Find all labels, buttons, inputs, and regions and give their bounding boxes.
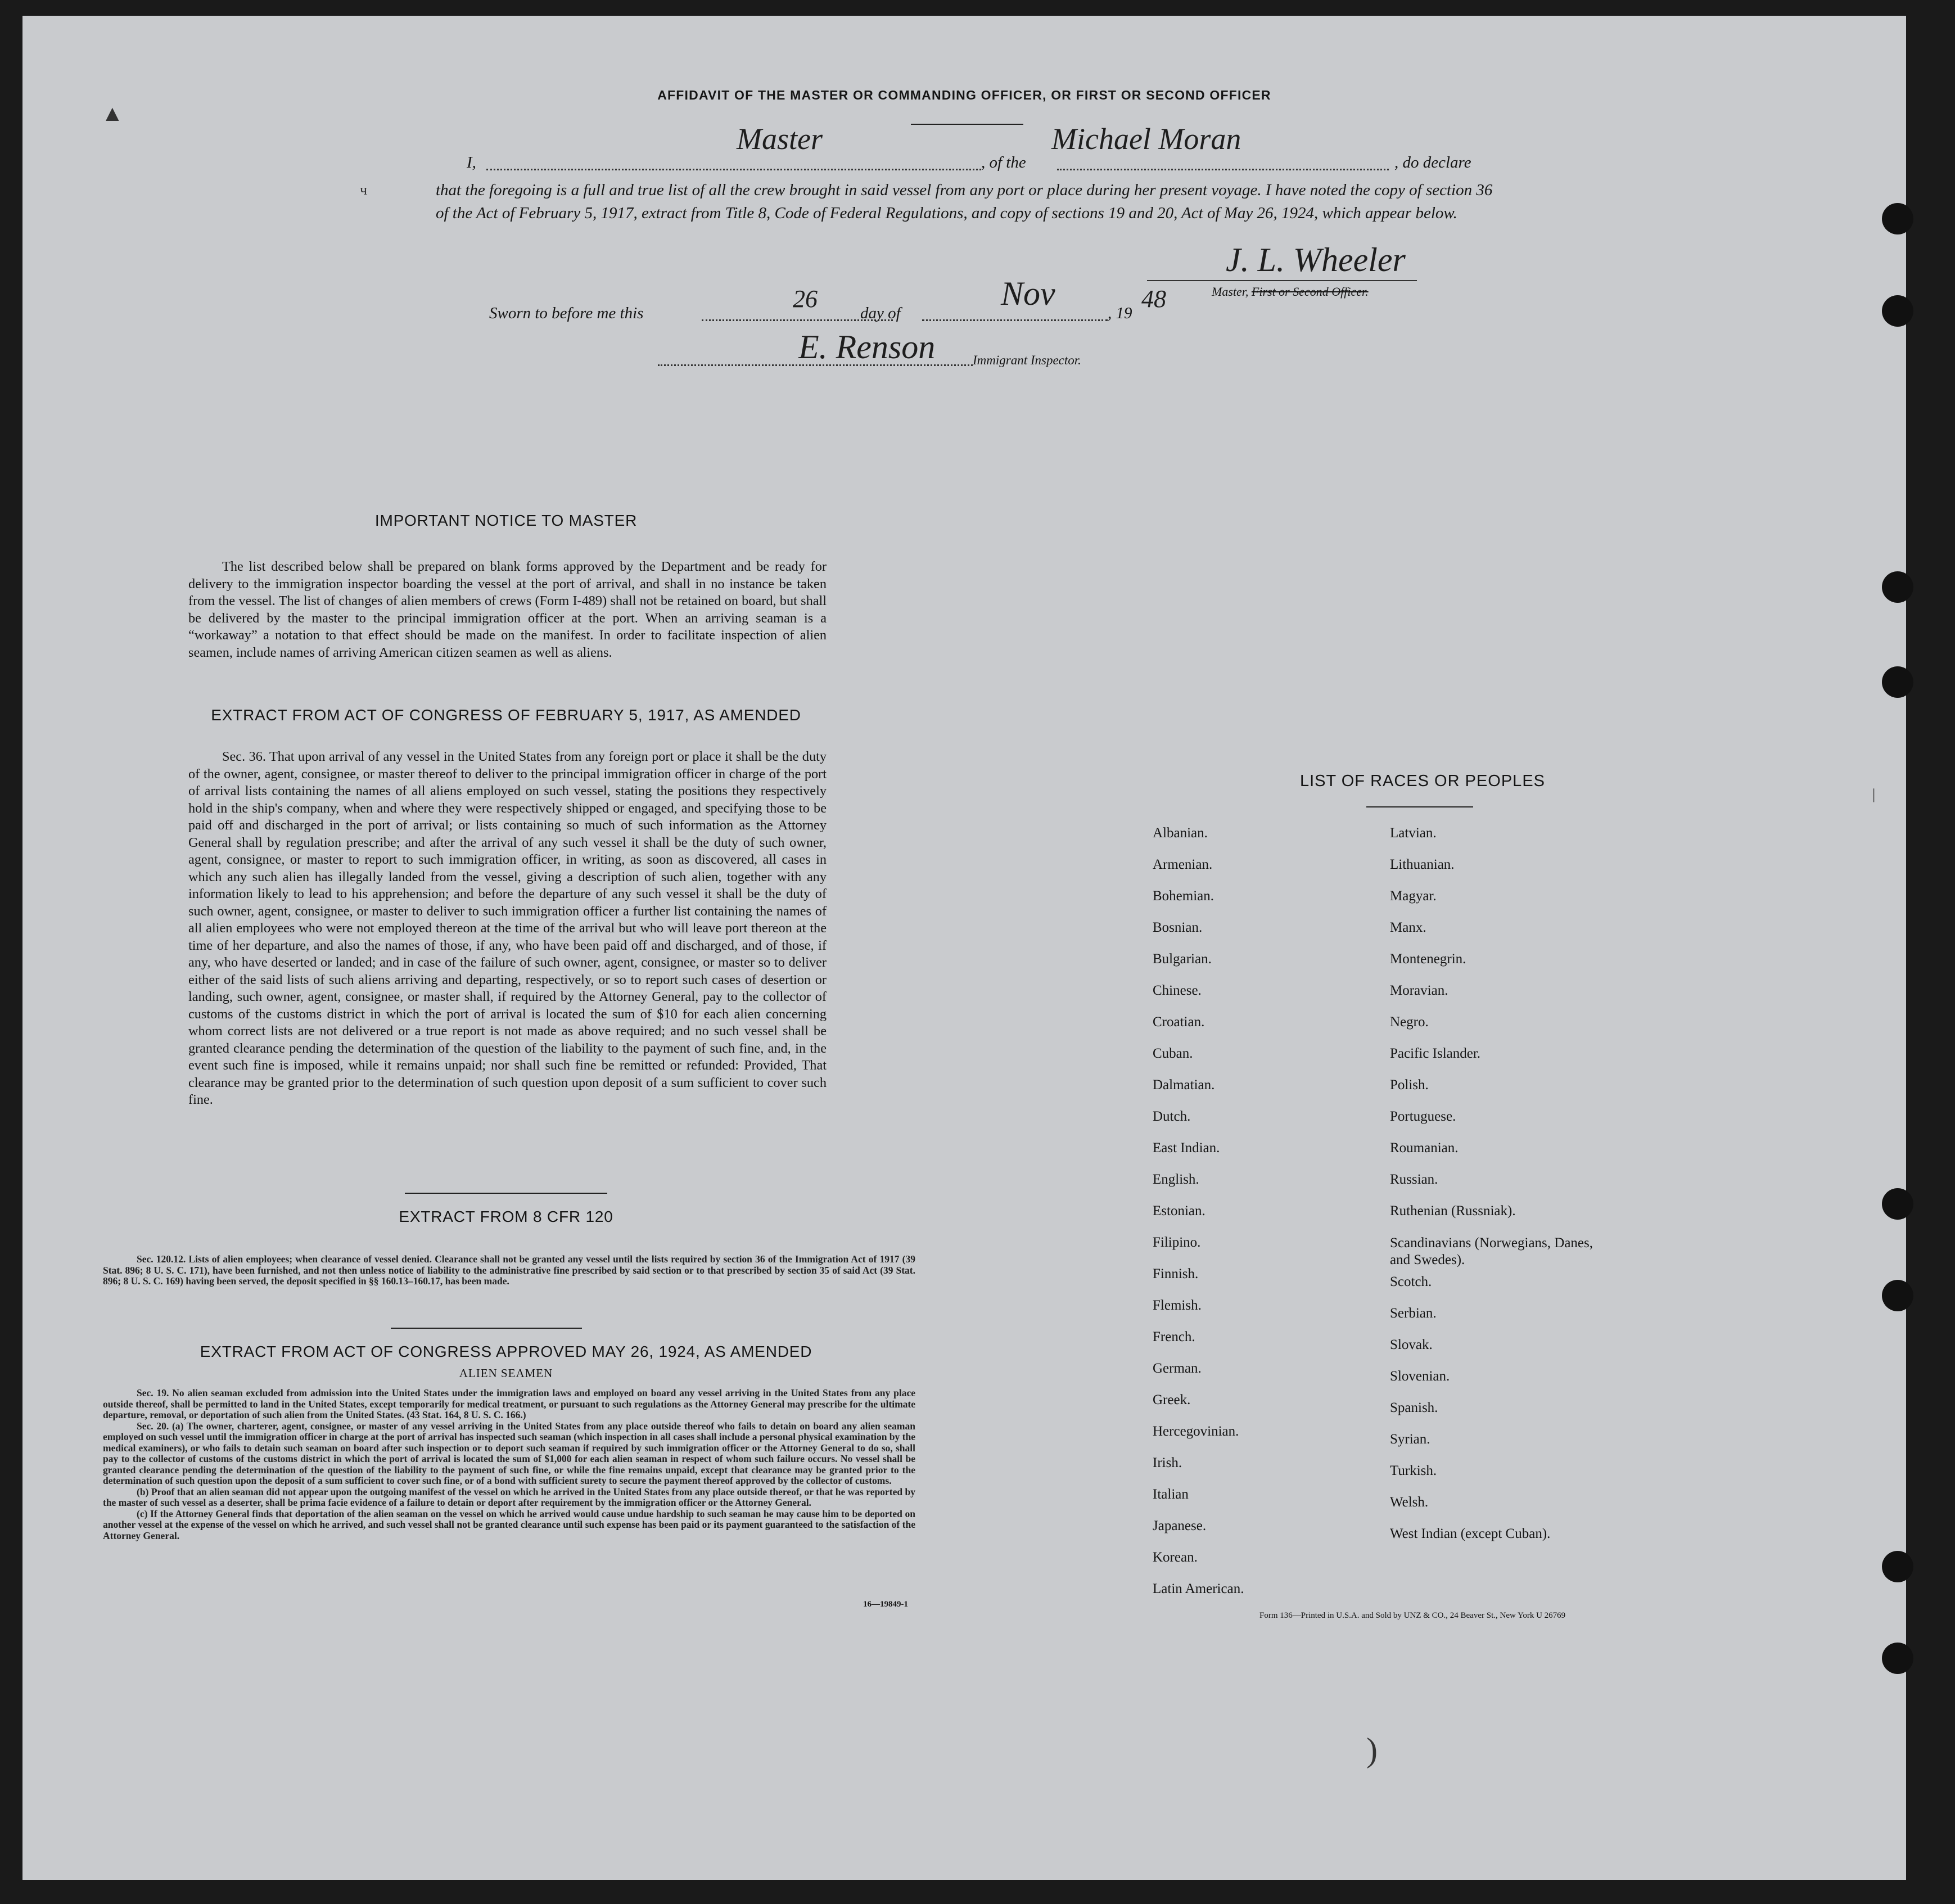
- sworn-year: 48: [1141, 285, 1166, 313]
- race-item: Flemish.: [1153, 1298, 1202, 1313]
- race-item: Bulgarian.: [1153, 951, 1212, 967]
- race-item: Spanish.: [1390, 1400, 1438, 1415]
- master-signature: J. L. Wheeler: [1226, 241, 1406, 278]
- form-footer: Form 136—Printed in U.S.A. and Sold by UNZ & CO., 24 Beaver St., New York U 26769: [1259, 1611, 1566, 1620]
- scan-mark: ч: [360, 182, 368, 198]
- race-item: Negro.: [1390, 1014, 1429, 1030]
- race-item: Magyar.: [1390, 888, 1437, 904]
- race-item: Lithuanian.: [1390, 857, 1455, 872]
- race-item: Cuban.: [1153, 1046, 1193, 1061]
- section-rule: [405, 1193, 607, 1194]
- race-item: English.: [1153, 1172, 1199, 1187]
- sworn-month: Nov: [1001, 275, 1055, 312]
- scan-mark: ): [1366, 1731, 1378, 1768]
- race-item: Japanese.: [1153, 1518, 1207, 1533]
- scan-mark: ▲: [101, 101, 124, 126]
- punch-hole: [1882, 1188, 1913, 1220]
- race-item: Albanian.: [1153, 825, 1208, 841]
- declaration-mid: , of the: [981, 154, 1026, 172]
- race-item: Filipino.: [1153, 1235, 1201, 1250]
- race-item: Latin American.: [1153, 1581, 1244, 1596]
- race-item: Slovak.: [1390, 1337, 1433, 1352]
- race-item: Armenian.: [1153, 857, 1213, 872]
- punch-hole: [1882, 1551, 1913, 1582]
- race-item: Bosnian.: [1153, 920, 1203, 935]
- punch-hole: [1882, 666, 1913, 698]
- race-item: Dalmatian.: [1153, 1077, 1215, 1093]
- race-item: Chinese.: [1153, 983, 1202, 998]
- race-item: Irish.: [1153, 1455, 1182, 1470]
- race-item: Korean.: [1153, 1550, 1198, 1565]
- race-item: Pacific Islander.: [1390, 1046, 1481, 1061]
- race-item: Italian: [1153, 1487, 1189, 1502]
- race-item: Greek.: [1153, 1392, 1191, 1407]
- race-item: Montenegrin.: [1390, 951, 1466, 967]
- extract-1917-body: Sec. 36. That upon arrival of any vessel in the United States from any foreign port or place it shall be the duty of the owner, agent, consignee, or master thereof to deliver to the principal immigration officer in charge of the port of arrival lists containing the names of all aliens employed on such vessel, stating the positions they respectively hold in the ship's company, when and where they were respectively shipped or engaged, and specifying those to be paid off and discharged in the port of arrival; or lists containing so much of such information as the Attorney General shall by regulation prescribe; and after the arrival of any such vessel it shall be the duty of such owner, agent, consignee, or master to report to such immigration officer, in writing, as soon as discovered, all cases in which any such alien has illegally landed from the vessel, giving a description of such alien, together with any information likely to lead to his apprehension; and before the departure of any such vessel it shall be the duty of such owner, agent, consignee, or master to deliver to such immigration officer a further list containing the names of all alien employees who were not employed thereon at the time of the arrival but who will leave port thereon at the time of her departure, and also the names of those, if any, who have been paid off and discharged, and of those, if any, who have deserted or landed; and in case of the failure of such owner, agent, consignee, or master so to deliver either of the said lists of such aliens arriving and departing, respectively, or so to report such cases of desertion or landing, such owner, agent, consignee, or master shall, if required by the Attorney General, pay to the collector of customs of the customs district in which the port of arrival is located the sum of $10 for each alien concerning whom correct lists are not delivered or a true report is not made as above required; and no such vessel shall be granted clearance pending the determination of the question of the liability to the payment of such fine, and, in the event such fine is imposed, while it remains unpaid; nor shall such fine be remitted or refunded: Provided, That clearance may be granted prior to the determination of such question upon deposit of a sum sufficient to cover such fine.: [188, 749, 827, 1107]
- race-item: Manx.: [1390, 920, 1426, 935]
- handwritten-rank: Master: [737, 122, 823, 156]
- punch-hole: [1882, 1643, 1913, 1674]
- sworn-day-label: day of: [860, 304, 901, 322]
- signer-title: Master, First or Second Officer.: [1212, 285, 1369, 299]
- race-item: Scotch.: [1390, 1274, 1432, 1289]
- race-item: Portuguese.: [1390, 1109, 1456, 1124]
- race-item: Syrian.: [1390, 1432, 1430, 1447]
- race-item: Finnish.: [1153, 1266, 1199, 1282]
- punch-hole: [1882, 571, 1913, 603]
- race-item: Roumanian.: [1390, 1140, 1459, 1156]
- cfr-body: Sec. 120.12. Lists of alien employees; when clearance of vessel denied. Clearance shall not be granted any vessel until the lists required by section 36 of the Immigration Act of 1917 (39 Stat. 896; 8 U. S. C. 171), have been furnished, and not then unless notice of liability to the administrative fine prescribed by said section or to that prescribed by section 35 of said Act (39 Stat. 896; 8 U. S. C. 169) having been served, the deposit specified in §§ 160.13–160.17, has been made.: [103, 1253, 915, 1287]
- race-item: Turkish.: [1390, 1463, 1437, 1478]
- section-rule: [391, 1328, 582, 1329]
- race-item: Dutch.: [1153, 1109, 1191, 1124]
- rank-blank: [486, 169, 981, 170]
- race-item: Croatian.: [1153, 1014, 1205, 1030]
- affidavit-heading: AFFIDAVIT OF THE MASTER OR COMMANDING OFFICER, OR FIRST OR SECOND OFFICER: [657, 88, 1271, 102]
- extract-1917-title: EXTRACT FROM ACT OF CONGRESS OF FEBRUARY 5, 1917, AS AMENDED: [211, 706, 801, 724]
- race-item: Ruthenian (Russniak).: [1390, 1203, 1516, 1219]
- race-item: Polish.: [1390, 1077, 1429, 1093]
- month-blank: [922, 319, 1108, 321]
- extract-1924-title: EXTRACT FROM ACT OF CONGRESS APPROVED MAY 26, 1924, AS AMENDED: [200, 1343, 812, 1360]
- sworn-day: 26: [793, 285, 818, 313]
- race-item: Serbian.: [1390, 1306, 1437, 1321]
- races-rule: [1366, 806, 1473, 807]
- race-item: Estonian.: [1153, 1203, 1205, 1219]
- races-title: LIST OF RACES OR PEOPLES: [1299, 772, 1546, 790]
- handwritten-vessel: Michael Moran: [1051, 122, 1241, 156]
- cfr-title: EXTRACT FROM 8 CFR 120: [399, 1208, 613, 1225]
- extract-1924-body: Sec. 19. No alien seaman excluded from admission into the United States under the immigration laws and employed on board any vessel arriving in the United States from any place outside thereof, shall be permitted to land in the United States, except temporarily for medical treatment, or pursuant to such regulations as the Attorney General may prescribe for the ultimate departure, removal, or deportation of such alien from the United States. (43 Stat. 164, 8 U. S. C. 166.) Sec. 20. (a) The owner, charterer, agent, consignee, or master of any vessel arriving in the United States from any place outside thereof who fails to detain on board any alien seaman employed on such vessel until the immigration officer in charge at the port of arrival has inspected such seaman (which inspection in all cases shall include a personal physical examination by the medical examiners), or who fails to detain such seaman on board after such inspection or to deport such seaman if required by such immigration officer or the Attorney General to do so, shall pay to the collector of customs of the customs district in which the port of arrival is located the sum of $1,000 for each alien seaman in respect of whom such failure occurs. No vessel shall be granted clearance pending the determination of the question of the liability to the payment of such fine, or while the fine remains unpaid, except that clearance may be granted prior to the determination of such question upon the deposit of a sum sufficient to cover such fine, or of a bond with sufficient surety to secure the payment thereof approved by the collector of customs. (b) Proof that an alien seaman did not appear upon the outgoing manifest of the vessel on which he arrived in the United States from any place outside thereof, or that he was reported by the master of such vessel as a deserter, shall be prima facie evidence of a failure to detain or deport after requirement by the immigration officer or the Attorney General. (c) If the Attorney General finds that deportation of the alien seaman on the vessel on which he arrived would cause undue hardship to such seaman he may cause him to be deported on another vessel at the expense of the vessel on which he arrived, and such vessel shall not be granted clearance until such expense has been paid or its payment guaranteed to the satisfaction of the Attorney General.: [103, 1387, 915, 1541]
- race-item: Slovenian.: [1390, 1369, 1450, 1384]
- sworn-year-prefix: , 19: [1108, 304, 1132, 322]
- race-item: Russian.: [1390, 1172, 1438, 1187]
- heading-rule: [911, 124, 1023, 125]
- inspector-signature: E. Renson: [798, 328, 936, 366]
- declaration-body: that the foregoing is a full and true list of all the crew brought in said vessel from any port or place during her present voyage. I have noted the copy of section 36 of the Act of February 5, 1917, extract from Title 8, Code of Federal Regulations, and copy of sections 19 and 20, Act of May 26, 1924, which appear below.: [436, 181, 1493, 222]
- master-signature-line: [1147, 280, 1417, 281]
- notice-title: IMPORTANT NOTICE TO MASTER: [374, 512, 638, 529]
- race-item: Scandinavians (Norwegians, Danes, and Swedes).: [1390, 1235, 1593, 1267]
- vessel-blank: [1057, 169, 1389, 170]
- race-item: Welsh.: [1390, 1495, 1429, 1510]
- document-sheet: [22, 16, 1906, 1880]
- race-item: West Indian (except Cuban).: [1390, 1526, 1551, 1541]
- race-item: German.: [1153, 1361, 1202, 1376]
- punch-hole: [1882, 203, 1913, 234]
- punch-hole: [1882, 295, 1913, 327]
- inspector-label: Immigrant Inspector.: [973, 353, 1081, 367]
- punch-hole: [1882, 1280, 1913, 1311]
- race-item: Bohemian.: [1153, 888, 1214, 904]
- sworn-prefix: Sworn to before me this: [489, 304, 644, 322]
- declaration-suffix: , do declare: [1394, 154, 1471, 172]
- race-item: Moravian.: [1390, 983, 1448, 998]
- alien-seamen-subtitle: ALIEN SEAMEN: [459, 1366, 553, 1380]
- scan-mark: |: [1872, 786, 1876, 802]
- race-item: Latvian.: [1390, 825, 1437, 841]
- race-item: French.: [1153, 1329, 1195, 1344]
- race-item: Hercegovinian.: [1153, 1424, 1239, 1439]
- notice-body: The list described below shall be prepared on blank forms approved by the Department and be ready for delivery to the immigration inspector boarding the vessel at the port of arrival, and shall in no instance be taken from the vessel. The list of changes of alien members of crews (Form I-489) shall not be retained on board, but shall be delivered by the master to the principal immigration officer at the port. When an arriving seaman is a “workaway” a notation to that effect should be made on the manifest. In order to facilitate inspection of alien seamen, include names of arriving American citizen seamen as well as aliens.: [188, 559, 827, 660]
- declaration-prefix: I,: [467, 154, 476, 172]
- form-code: 16—19849-1: [863, 1600, 908, 1609]
- race-item: East Indian.: [1153, 1140, 1220, 1156]
